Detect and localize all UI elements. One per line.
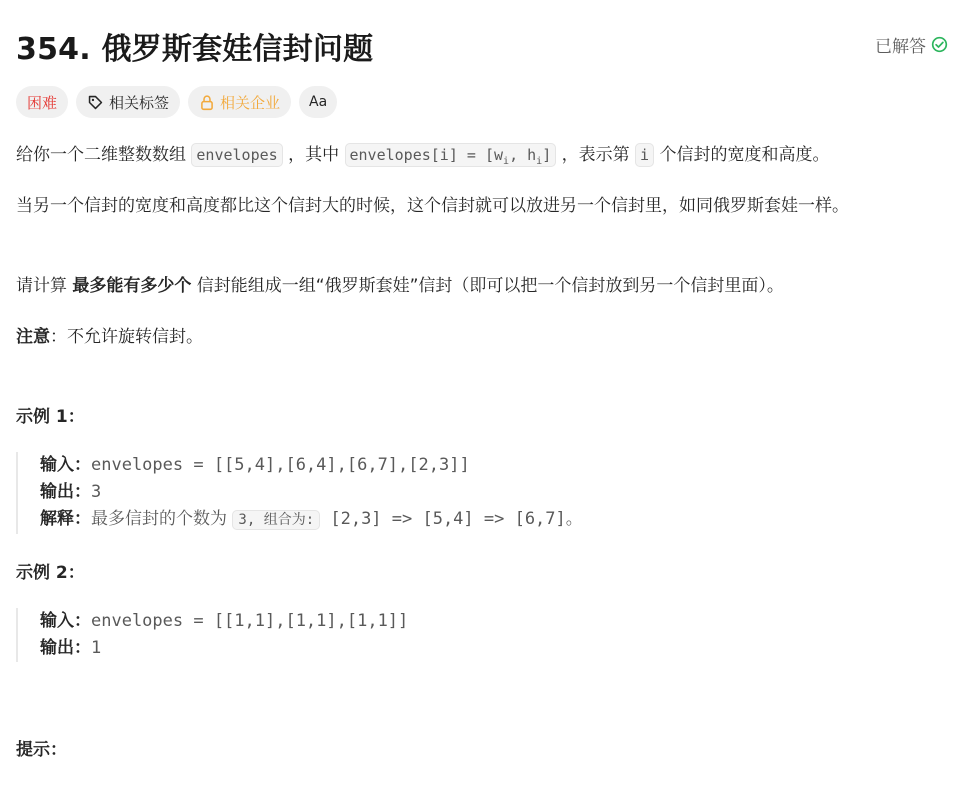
check-circle-icon <box>931 36 948 53</box>
example-1-block <box>16 452 583 534</box>
difficulty-badge[interactable] <box>16 86 68 118</box>
example-2-input <box>40 608 408 635</box>
input-label: 输入： <box>40 611 91 631</box>
example-2-block <box>16 608 408 662</box>
text: 给你一个二维整数数组 <box>16 145 186 165</box>
input-label: 输入： <box>40 455 91 475</box>
bold-text: 最多能有多少个 <box>72 276 192 296</box>
solved-status-label: 已解答 <box>875 37 926 57</box>
font-toggle-icon: Aa <box>309 94 328 110</box>
output-label: 输出： <box>40 638 91 658</box>
inline-code-i: i <box>635 143 654 167</box>
solved-status <box>875 32 948 57</box>
output-value: 3 <box>91 482 102 502</box>
related-companies-button[interactable] <box>188 86 291 118</box>
tag-icon <box>87 94 104 111</box>
inline-code-envelopes: envelopes <box>191 143 282 167</box>
problem-title: 354. 俄罗斯套娃信封问题 <box>16 32 374 67</box>
note-text: ：不允许旋转信封。 <box>50 327 203 347</box>
code-subscript: i <box>503 156 510 167</box>
explanation-label: 解释： <box>40 509 91 529</box>
example-1-input <box>40 452 583 479</box>
input-value: envelopes = [[5,4],[6,4],[6,7],[2,3]] <box>91 455 470 475</box>
description-paragraph-3 <box>16 271 784 301</box>
example-2-heading: 示例 2： <box>16 563 85 583</box>
explanation-code: 3, 组合为: <box>232 510 320 530</box>
output-value: 1 <box>91 638 102 658</box>
tag-bar <box>16 86 337 118</box>
text: ，表示第 <box>561 145 630 165</box>
description-note <box>16 322 203 352</box>
code-part: ] <box>542 146 552 164</box>
code-part: envelopes[i] = [w <box>349 146 504 164</box>
text: 信封能组成一组“俄罗斯套娃”信封（即可以把一个信封放到另一个信封里面）。 <box>191 276 784 296</box>
code-part: , h <box>509 146 537 164</box>
code-subscript: i <box>536 156 543 167</box>
hints-heading: 提示： <box>16 740 67 760</box>
related-tags-label: 相关标签 <box>109 93 170 112</box>
difficulty-label: 困难 <box>27 93 58 112</box>
inline-code-definition <box>345 143 557 167</box>
output-label: 输出： <box>40 482 91 502</box>
example-2-output <box>40 635 408 662</box>
text: ，其中 <box>288 145 340 165</box>
problem-header <box>16 24 948 67</box>
note-label: 注意 <box>16 327 50 347</box>
text: 请计算 <box>16 276 73 296</box>
related-tags-button[interactable] <box>76 86 180 118</box>
description-paragraph-1 <box>16 140 829 177</box>
input-value: envelopes = [[1,1],[1,1],[1,1]] <box>91 611 409 631</box>
example-1-output <box>40 479 583 506</box>
font-toggle-button[interactable] <box>299 86 337 118</box>
example-1-explanation <box>40 506 583 534</box>
related-companies-label: 相关企业 <box>220 93 281 112</box>
lock-icon <box>199 94 215 111</box>
description-paragraph-2: 当另一个信封的宽度和高度都比这个信封大的时候，这个信封就可以放进另一个信封里，如同俄罗斯套娃一样。 <box>16 196 849 216</box>
example-1-heading: 示例 1： <box>16 407 85 427</box>
explanation-text: 最多信封的个数为 <box>91 509 227 529</box>
explanation-value: [2,3] => [5,4] => [6,7]。 <box>320 509 583 529</box>
text: 个信封的宽度和高度。 <box>659 145 830 165</box>
